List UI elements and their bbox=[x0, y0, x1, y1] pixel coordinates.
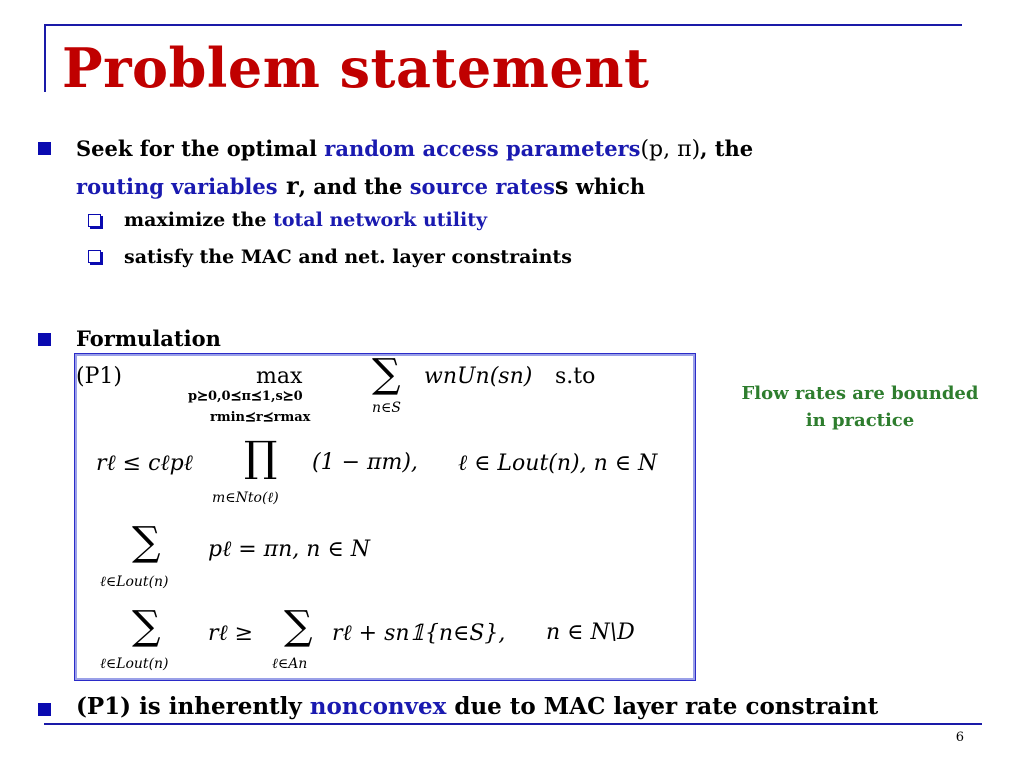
s-symbol: s bbox=[554, 171, 569, 200]
max-operator: max bbox=[256, 364, 303, 389]
hollow-square-icon bbox=[88, 214, 101, 227]
top-rule bbox=[44, 24, 962, 26]
side-note bbox=[718, 380, 1002, 434]
sum-symbol: ∑ bbox=[372, 351, 401, 397]
mac-constraint-condition: ℓ ∈ Lout(n), n ∈ N bbox=[458, 451, 658, 476]
sub-bullet-1-text: maximize the bbox=[124, 209, 274, 231]
flow-sum-index-out: ℓ∈Lout(n) bbox=[100, 656, 169, 672]
source-rates-term: source rates bbox=[409, 174, 555, 199]
product-index: m∈Nto(ℓ) bbox=[212, 490, 279, 506]
flow-constraint-lhs: rℓ ≥ bbox=[208, 621, 254, 646]
total-network-utility-term: total network utility bbox=[273, 209, 488, 231]
sub-bullet-1 bbox=[124, 209, 487, 231]
side-note-line-1: Flow rates are bounded bbox=[741, 383, 979, 404]
filled-square-icon bbox=[38, 703, 51, 716]
flow-constraint-condition: n ∈ N\D bbox=[546, 620, 635, 645]
sum-symbol: ∑ bbox=[132, 519, 161, 565]
objective-sum-index: n∈S bbox=[372, 400, 401, 416]
bullet3-line bbox=[76, 693, 878, 720]
subject-to-label: s.to bbox=[555, 364, 596, 389]
hollow-square-icon bbox=[88, 250, 101, 263]
access-sum-index: ℓ∈Lout(n) bbox=[100, 574, 169, 590]
flow-sum-index-in: ℓ∈An bbox=[272, 656, 308, 672]
product-symbol: ∏ bbox=[244, 432, 278, 481]
flow-constraint-rhs: rℓ + sn𝟙{n∈S}, bbox=[332, 621, 506, 646]
left-rule bbox=[44, 24, 46, 92]
page-number: 6 bbox=[955, 730, 964, 745]
bullet1-text-which: which bbox=[568, 174, 646, 199]
bullet3-text-rest: due to MAC layer rate constraint bbox=[446, 693, 879, 720]
formulation-heading: Formulation bbox=[76, 326, 221, 351]
side-note-line-2: in practice bbox=[805, 410, 915, 431]
access-constraint-term: pℓ = πn, n ∈ N bbox=[208, 537, 370, 562]
bullet1-line2 bbox=[76, 171, 645, 200]
random-access-parameters-term: random access parameters bbox=[324, 136, 641, 161]
objective-term: wnUn(sn) bbox=[424, 364, 533, 389]
bottom-rule bbox=[44, 723, 982, 725]
max-constraint-1: p⪰0,0⪯π⪯1,s⪰0 bbox=[188, 389, 303, 404]
max-constraint-2: rmin⪯r⪯rmax bbox=[210, 410, 311, 425]
bullet1-line1 bbox=[76, 136, 753, 162]
filled-square-icon bbox=[38, 142, 51, 155]
bullet1-text: Seek for the optimal bbox=[76, 136, 325, 161]
sum-symbol: ∑ bbox=[132, 603, 161, 649]
p-pi-symbol: (p, π) bbox=[640, 137, 701, 162]
bullet1-text-and: , and the bbox=[298, 174, 410, 199]
p1-label: (P1) bbox=[76, 364, 122, 389]
mac-constraint-term: (1 − πm), bbox=[312, 450, 418, 475]
routing-variables-term: routing variables bbox=[76, 174, 278, 199]
mac-constraint-lhs: rℓ ≤ cℓpℓ bbox=[96, 451, 193, 476]
filled-square-icon bbox=[38, 333, 51, 346]
bullet3-text: (P1) is inherently bbox=[76, 693, 310, 720]
slide-title: Problem statement bbox=[62, 36, 650, 100]
bullet1-text-comma: , the bbox=[700, 136, 754, 161]
r-symbol: r bbox=[277, 171, 299, 200]
sub-bullet-2: satisfy the MAC and net. layer constraints bbox=[124, 246, 572, 268]
sum-symbol: ∑ bbox=[284, 603, 313, 649]
nonconvex-term: nonconvex bbox=[309, 693, 447, 720]
